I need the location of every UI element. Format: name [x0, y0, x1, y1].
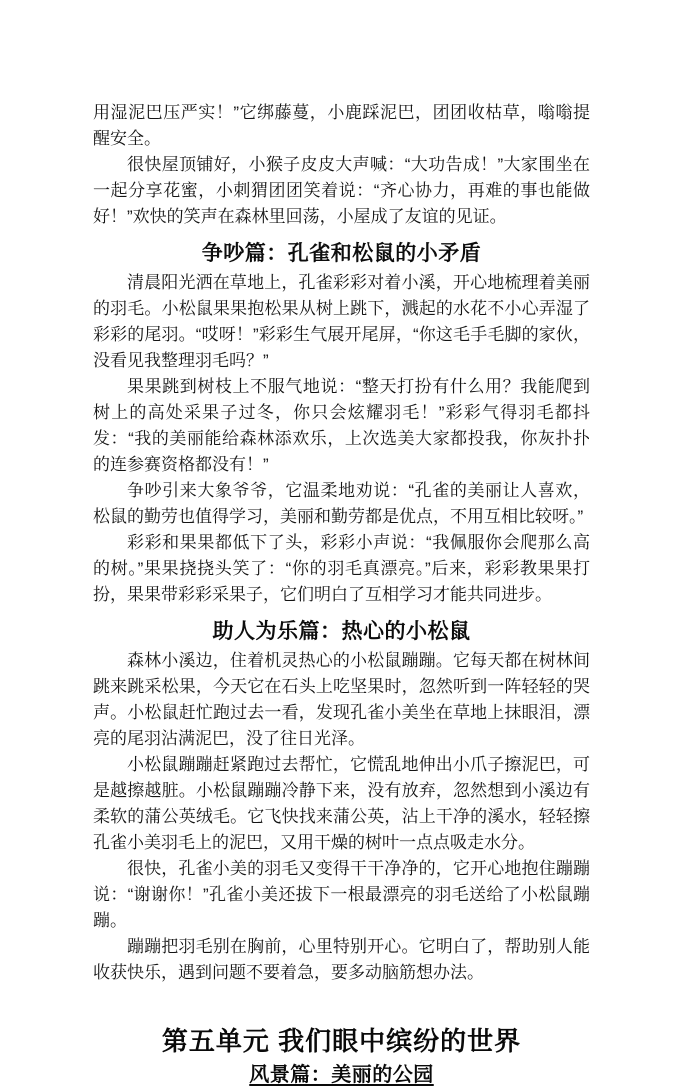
unit-title: 第五单元 我们眼中缤纷的世界 [161, 1026, 522, 1056]
paragraph: 清晨阳光洒在草地上，孔雀彩彩对着小溪，开心地梳理着美丽的羽毛。小松鼠果果抱松果从树上跳下，溅起的水花不小心弄湿了彩彩的尾羽。“哎呀！”彩彩生气展开尾屏，“你这毛手毛脚的家伙，没看见我整理羽毛吗？” [93, 273, 590, 370]
document-body [93, 100, 590, 1090]
paragraph: 森林小溪边，住着机灵热心的小松鼠蹦蹦。它每天都在树林间跳来跳采松果，今天它在石头上吃坚果时，忽然听到一阵轻轻的哭声。小松鼠赶忙跑过去一看，发现孔雀小美坐在草地上抹眼泪，漂亮的尾羽沾满泥巴，没了往日光泽。 [93, 651, 590, 748]
unit-title-block [93, 1022, 590, 1090]
paragraph: 很快，孔雀小美的羽毛又变得干干净净的，它开心地抱住蹦蹦说：“谢谢你！”孔雀小美还拔下一根最漂亮的羽毛送给了小松鼠蹦蹦。 [93, 859, 590, 930]
section-heading: 助人为乐篇：热心的小松鼠 [212, 620, 471, 643]
paragraph: 果果跳到树枝上不服气地说：“整天打扮有什么用？我能爬到树上的高处采果子过冬，你只会炫耀羽毛！”彩彩气得羽毛都抖发：“我的美丽能给森林添欢乐，上次选美大家都投我，你灰扑扑的连参赛资格都没有！” [93, 377, 590, 474]
section-heading-block [93, 230, 590, 270]
paragraph: 彩彩和果果都低下了头，彩彩小声说：“我佩服你会爬那么高的树。”果果挠挠头笑了：“你的羽毛真漂亮。”后来，彩彩教果果打扮，果果带彩彩采果子，它们明白了互相学习才能共同进步。 [93, 533, 590, 604]
unit-subtitle [93, 1060, 590, 1090]
section-heading: 争吵篇：孔雀和松鼠的小矛盾 [201, 242, 482, 265]
paragraph: 争吵引来大象爷爷，它温柔地劝说：“孔雀的美丽让人喜欢，松鼠的勤劳也值得学习，美丽和勤劳都是优点，不用互相比较呀。” [93, 481, 590, 526]
unit-subtitle-text: 风景篇：美丽的公园 [249, 1064, 434, 1086]
paragraph: 用湿泥巴压严实！”它绑藤蔓，小鹿踩泥巴，团团收枯草，嗡嗡提醒安全。 [93, 103, 590, 148]
paragraph: 蹦蹦把羽毛别在胸前，心里特别开心。它明白了，帮助别人能收获快乐，遇到问题不要着急，要多动脑筋想办法。 [93, 937, 590, 982]
section-heading-block [93, 608, 590, 648]
paragraph: 小松鼠蹦蹦赶紧跑过去帮忙，它慌乱地伸出小爪子擦泥巴，可是越擦越脏。小松鼠蹦蹦冷静下来，没有放弃，忽然想到小溪边有柔软的蒲公英绒毛。它飞快找来蒲公英，沾上干净的溪水，轻轻擦孔雀小美羽毛上的泥巴，又用干燥的树叶一点点吸走水分。 [93, 755, 590, 852]
paragraph: 很快屋顶铺好，小猴子皮皮大声喊：“大功告成！”大家围坐在一起分享花蜜，小刺猬团团笑着说：“齐心协力，再难的事也能做好！”欢快的笑声在森林里回荡，小屋成了友谊的见证。 [93, 155, 590, 226]
